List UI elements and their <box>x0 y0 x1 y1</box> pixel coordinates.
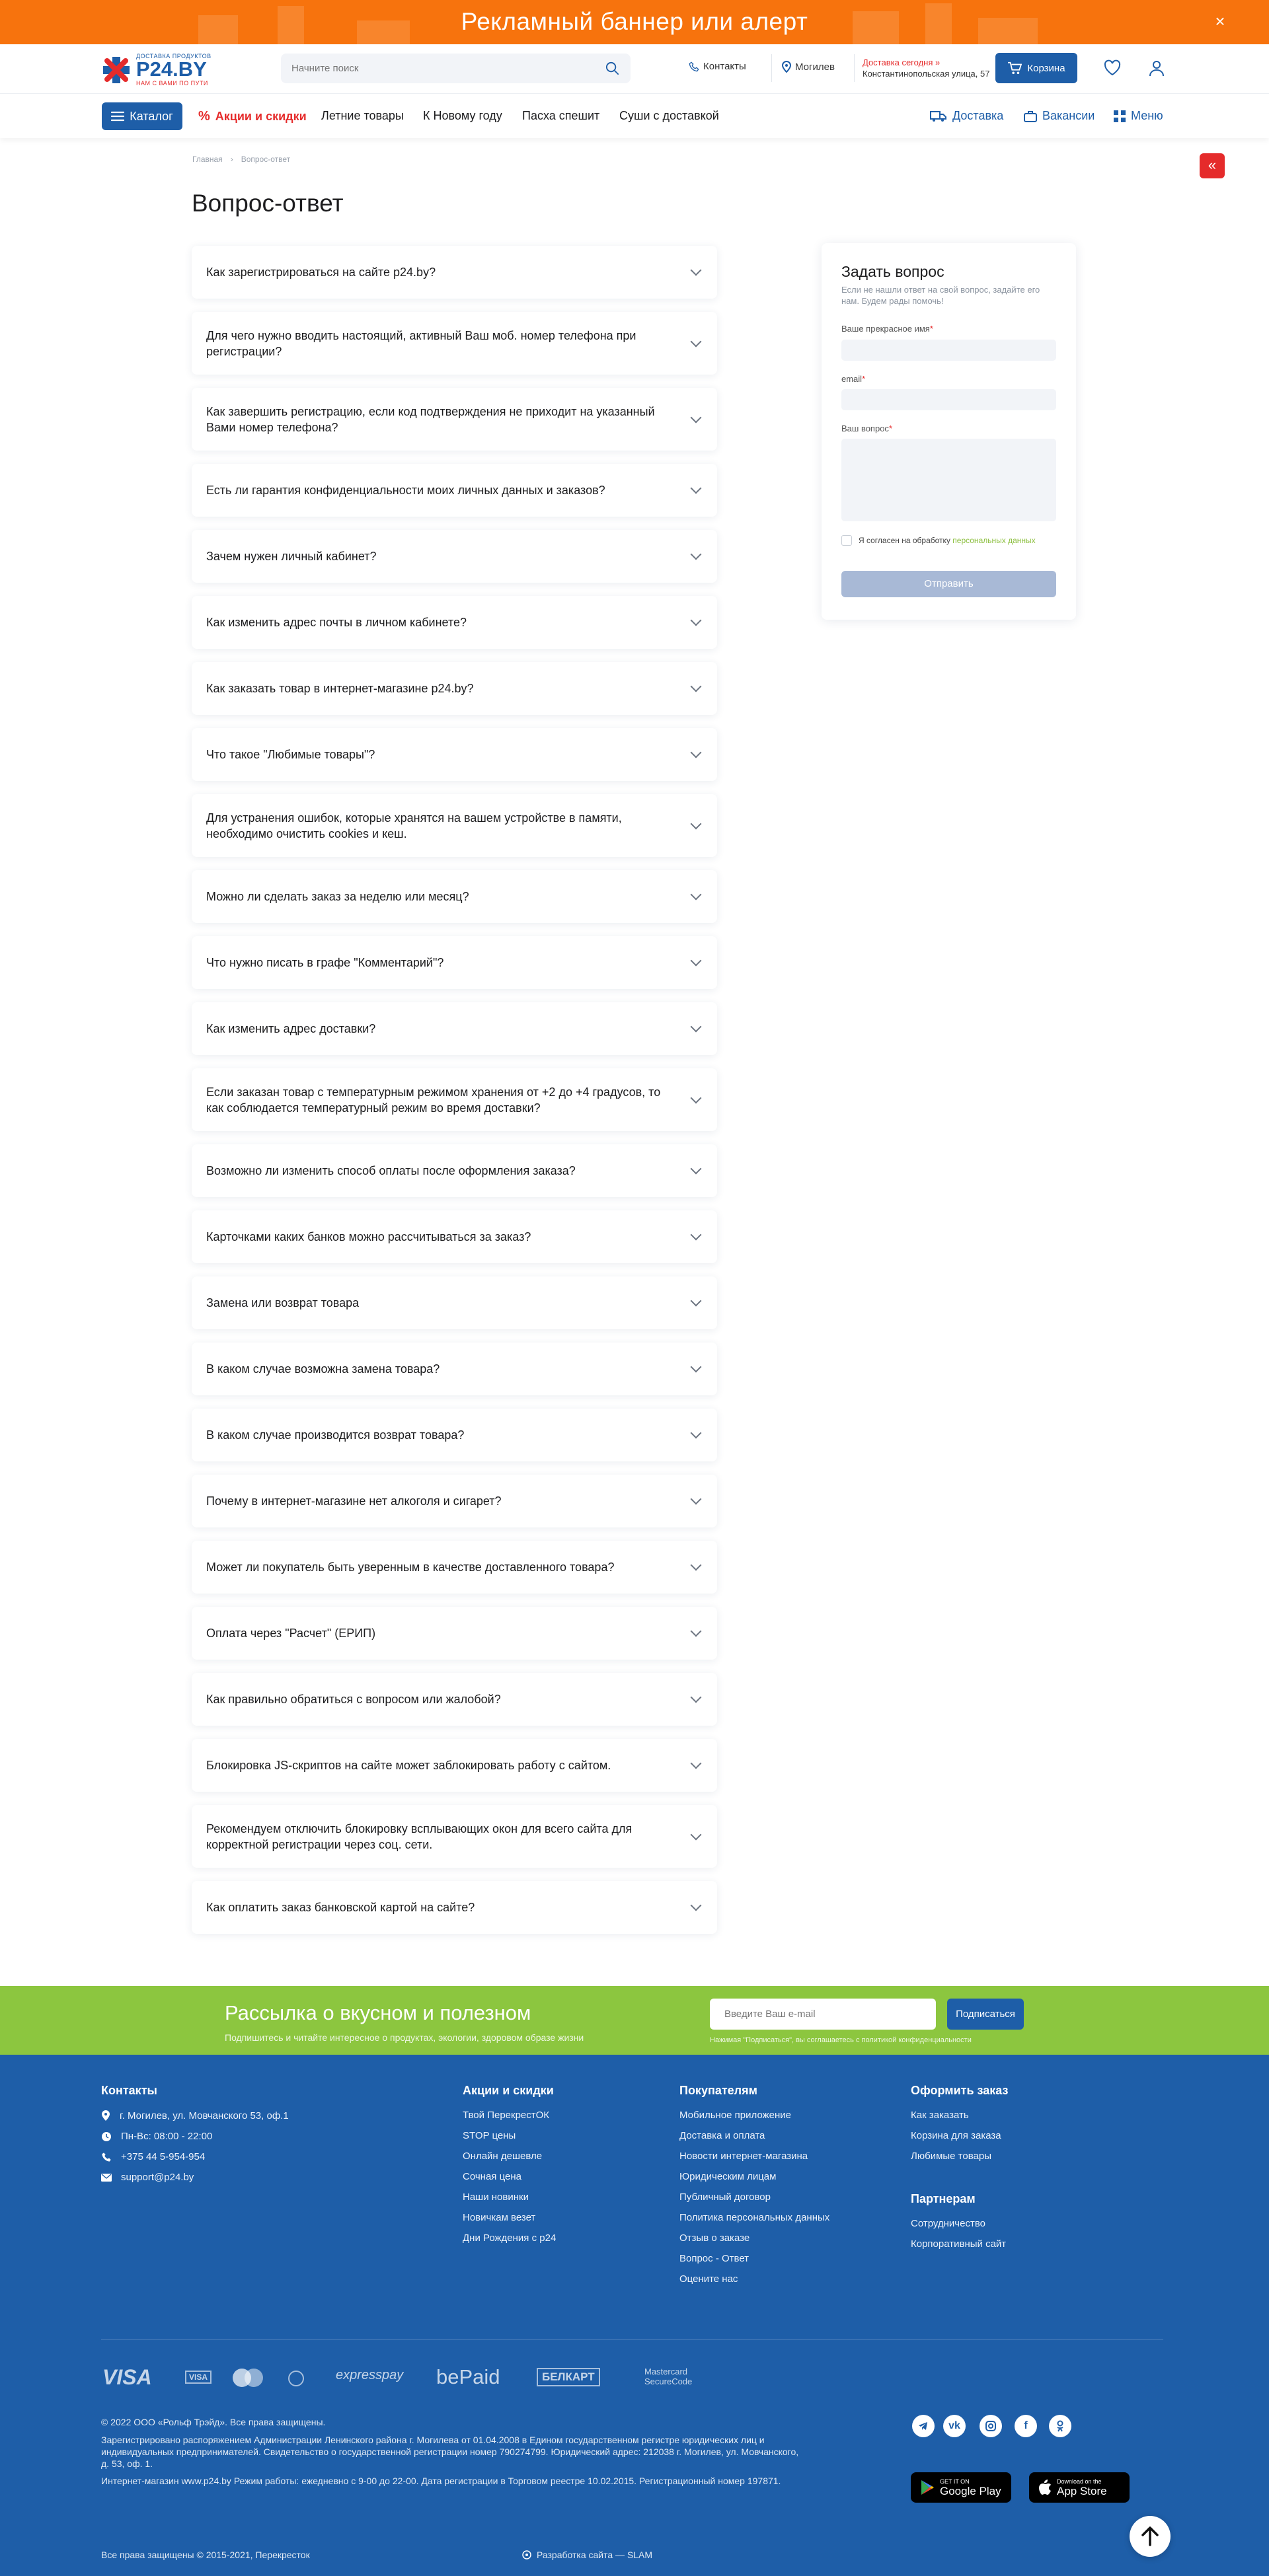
chevron-down-icon <box>691 889 702 901</box>
footer-link[interactable]: Политика персональных данных <box>679 2212 830 2223</box>
logo-tagline-bottom: НАМ С ВАМИ ПО ПУТИ <box>136 80 208 87</box>
chevron-down-icon <box>691 549 702 560</box>
faq-question: Можно ли сделать заказ за неделю или месяц? <box>206 890 469 903</box>
mastercard-securecode-logo: Mastercard SecureCode <box>644 2367 693 2386</box>
newsletter-subtitle: Подпишитесь и читайте интересное о продуктах, экологии, здоровом образе жизни <box>225 2032 584 2043</box>
truck-icon <box>930 110 947 122</box>
faq-item[interactable] <box>192 936 717 989</box>
faq-item[interactable] <box>192 388 717 451</box>
banner-title: Рекламный баннер или алерт <box>461 8 808 35</box>
logo-tagline-top: ДОСТАВКА ПРОДУКТОВ <box>136 53 212 59</box>
nav-item-easter[interactable]: Пасха спешит <box>522 109 600 122</box>
header-divider <box>771 54 772 82</box>
nav-item-summer[interactable]: Летние товары <box>321 109 404 122</box>
footer-buyers-title: Покупателям <box>679 2084 757 2097</box>
faq-item[interactable] <box>192 1739 717 1792</box>
faq-question: Почему в интернет-магазине нет алкоголя и сигарет? <box>206 1494 502 1508</box>
google-play-label: Google Play <box>940 2484 1001 2497</box>
newsletter-email-input[interactable] <box>710 1999 936 2030</box>
nav-item-new-year[interactable]: К Новому году <box>423 109 502 122</box>
header-divider <box>854 54 855 82</box>
chevron-down-icon <box>691 1560 702 1571</box>
delivery-address: Константинопольская улица, 57 <box>863 69 990 79</box>
faq-question: Как заказать товар в интернет-магазине p24.by? <box>206 682 474 695</box>
footer-link[interactable]: Онлайн дешевле <box>463 2151 543 2162</box>
nav-menu-label: Меню <box>1131 109 1163 122</box>
footer-link[interactable]: Наши новинки <box>463 2191 529 2203</box>
hamburger-icon <box>111 111 124 122</box>
footer-link[interactable]: STOP цены <box>463 2130 516 2141</box>
nav-item-promo[interactable] <box>198 109 307 124</box>
footer-order <box>911 2084 1008 2259</box>
footer-promo <box>463 2084 556 2253</box>
footer-link[interactable]: Новости интернет-магазина <box>679 2151 808 2162</box>
form-subtitle: Если не нашли ответ на свой вопрос, задайте его нам. Будем рады помочь! <box>841 285 1040 306</box>
faq-item[interactable] <box>192 1144 717 1197</box>
footer-phone[interactable]: +375 44 5-954-954 <box>101 2151 289 2162</box>
footer-buyers <box>679 2084 829 2294</box>
footer-rights: Все права защищены © 2015-2021, Перекресток <box>101 2550 310 2560</box>
submit-button[interactable]: Отправить <box>841 571 1056 597</box>
consent-checkbox-row[interactable] <box>841 535 1036 546</box>
ask-question-form <box>822 243 1076 620</box>
google-play-icon <box>920 2480 935 2495</box>
footer-contacts-title: Контакты <box>101 2084 157 2097</box>
chevron-down-icon <box>691 1021 702 1033</box>
chevron-down-icon <box>691 1494 702 1505</box>
promo-banner <box>0 0 1269 44</box>
nav-item-label: Акции и скидки <box>215 110 307 123</box>
faq-question: Оплата через "Расчет" (ЕРИП) <box>206 1627 376 1640</box>
chevron-down-icon <box>691 1900 702 1911</box>
site-logo[interactable] <box>100 53 233 87</box>
chevron-down-icon <box>691 1296 702 1307</box>
contacts-label: Контакты <box>703 61 746 72</box>
form-title: Задать вопрос <box>841 263 944 280</box>
faq-item[interactable] <box>192 870 717 923</box>
faq-item[interactable] <box>192 246 717 299</box>
chevron-down-icon <box>691 615 702 626</box>
footer-email[interactable]: support@p24.by <box>101 2172 289 2183</box>
footer-link[interactable]: Отзыв о заказе <box>679 2232 750 2244</box>
newsletter-note: Нажимая "Подписаться", вы соглашаетесь с политикой конфиденциальности <box>710 2036 972 2044</box>
faq-question: Может ли покупатель быть уверенным в качестве доставленного товара? <box>206 1561 615 1574</box>
faq-question: Блокировка JS-скриптов на сайте может заблокировать работу с сайтом. <box>206 1759 611 1772</box>
location-pin-icon <box>782 61 791 73</box>
faq-question: Есть ли гарантия конфиденциальности моих личных данных и заказов? <box>206 484 605 497</box>
clock-icon <box>101 2131 112 2142</box>
consent-checkbox[interactable] <box>841 535 852 546</box>
faq-question: Как изменить адрес почты в личном кабинете? <box>206 616 467 629</box>
developer-logo-icon <box>522 2550 531 2559</box>
google-play-small: GET IT ON <box>940 2478 970 2485</box>
contacts-link[interactable] <box>689 61 746 72</box>
footer-link[interactable]: Корпоративный сайт <box>911 2238 1007 2250</box>
footer-partners-title: Партнерам <box>911 2192 976 2205</box>
newsletter-band <box>0 1986 1269 2055</box>
faq-item[interactable] <box>192 1002 717 1055</box>
location-pin-icon <box>101 2110 110 2121</box>
chevron-down-icon <box>691 1692 702 1703</box>
faq-item[interactable] <box>192 1541 717 1594</box>
facebook-icon[interactable]: f <box>1015 2415 1037 2437</box>
bepaid-logo: bePaid <box>436 2365 500 2388</box>
faq-question: Зачем нужен личный кабинет? <box>206 550 377 563</box>
footer-link[interactable]: Корзина для заказа <box>911 2130 1001 2141</box>
faq-question: Рекомендуем отключить блокировку всплывающих окон для всего сайта для корректной регистрации через соц. сети. <box>206 1822 633 1851</box>
faq-item[interactable] <box>192 312 717 375</box>
apple-icon <box>1038 2480 1052 2495</box>
footer-link[interactable]: Любимые товары <box>911 2151 991 2162</box>
question-field-label: Ваш вопрос* <box>841 423 892 433</box>
user-account-icon[interactable] <box>1147 58 1167 78</box>
logo-cross-icon <box>100 54 132 86</box>
faq-question: Замена или возврат товара <box>206 1296 360 1309</box>
belkart-logo: БЕЛКАРТ <box>537 2368 600 2386</box>
faq-item[interactable] <box>192 662 717 715</box>
phone-icon <box>689 61 699 72</box>
chevron-down-icon <box>691 336 702 347</box>
faq-item[interactable] <box>192 1210 717 1263</box>
faq-question: Что такое "Любимые товары"? <box>206 748 375 761</box>
nav-vacancies-label: Вакансии <box>1042 109 1095 122</box>
catalog-label: Каталог <box>130 109 173 123</box>
chevron-down-icon <box>691 1230 702 1241</box>
nav-menu-link[interactable] <box>1114 109 1163 123</box>
banner-close-icon[interactable]: × <box>1215 11 1225 31</box>
footer-shop-info: Интернет-магазин www.p24.by Режим работы: ежедневно с 9-00 до 22-00. Дата регистрации в Торговом реестре 10.02.2015. Регистрационный номер 197871. <box>101 2476 781 2486</box>
vk-icon[interactable]: vk <box>943 2415 966 2437</box>
search-input[interactable] <box>291 54 596 83</box>
breadcrumb-current: Вопрос-ответ <box>241 155 291 164</box>
percent-icon: % <box>198 109 210 124</box>
cart-icon <box>1007 61 1022 75</box>
footer-link[interactable]: Доставка и оплата <box>679 2130 765 2141</box>
cart-label: Корзина <box>1027 62 1065 74</box>
breadcrumb-separator-icon: › <box>230 155 233 164</box>
email-field[interactable] <box>841 389 1056 410</box>
briefcase-icon <box>1024 110 1037 122</box>
faq-list <box>192 246 717 1947</box>
city-selector[interactable] <box>782 61 835 73</box>
faq-item[interactable] <box>192 1409 717 1461</box>
cart-button[interactable] <box>995 53 1077 83</box>
faq-question: Как правильно обратиться с вопросом или жалобой? <box>206 1693 501 1706</box>
chevron-down-icon <box>691 747 702 758</box>
app-store-small: Download on the <box>1057 2478 1102 2485</box>
nav-delivery-label: Доставка <box>952 109 1004 122</box>
faq-question: Для чего нужно вводить настоящий, активный Ваш моб. номер телефона при регистрации? <box>206 328 636 358</box>
faq-question: В каком случае возможна замена товара? <box>206 1362 440 1376</box>
faq-question: Если заказан товар с температурным режимом хранения от +2 до +4 градусов, то как соблюдается температурный режим во время доставки? <box>206 1085 661 1115</box>
catalog-button[interactable] <box>102 102 182 130</box>
chevron-down-icon <box>691 955 702 967</box>
nav-delivery-link[interactable] <box>930 109 1003 123</box>
logo-brand: P24.BY <box>136 57 207 81</box>
faq-question: Что нужно писать в графе "Комментарий"? <box>206 956 444 969</box>
chevron-down-icon <box>691 681 702 692</box>
faq-item[interactable] <box>192 1068 717 1131</box>
expresspay-logo: expresspay <box>336 2368 404 2382</box>
faq-question: Как завершить регистрацию, если код подтверждения не приходит на указанный Вами номер телефона? <box>206 404 655 434</box>
faq-item[interactable] <box>192 1475 717 1527</box>
footer-link[interactable]: Мобильное приложение <box>679 2110 791 2121</box>
breadcrumb <box>192 155 290 164</box>
faq-item[interactable] <box>192 794 717 857</box>
faq-item[interactable] <box>192 1881 717 1934</box>
faq-question: Как изменить адрес доставки? <box>206 1022 376 1035</box>
footer-hours: Пн-Вс: 08:00 - 22:00 <box>101 2131 289 2142</box>
search-icon[interactable] <box>605 61 620 76</box>
faq-question: Возможно ли изменить способ оплаты после оформления заказа? <box>206 1164 576 1177</box>
footer-order-title: Оформить заказ <box>911 2084 1009 2097</box>
google-play-badge[interactable] <box>911 2472 1011 2503</box>
developer-credit[interactable]: Разработка сайта — SLAM <box>522 2550 652 2560</box>
footer-link[interactable]: Новичкам везет <box>463 2212 536 2223</box>
name-field-label: Ваше прекрасное имя* <box>841 324 933 334</box>
mail-icon <box>101 2174 112 2182</box>
faq-question: В каком случае производится возврат товара? <box>206 1428 465 1442</box>
scroll-to-top-button[interactable] <box>1130 2516 1171 2557</box>
footer-link[interactable]: Юридическим лицам <box>679 2171 777 2182</box>
chevron-down-icon <box>691 1163 702 1175</box>
odnoklassniki-icon[interactable] <box>1049 2415 1071 2437</box>
mastercard-logo <box>233 2369 264 2387</box>
name-field[interactable] <box>841 340 1056 361</box>
faq-item[interactable] <box>192 530 717 583</box>
delivery-today: Доставка сегодня » <box>863 57 941 67</box>
footer-address: г. Могилев, ул. Мовчанского 53, оф.1 <box>101 2110 289 2121</box>
newsletter-title: Рассылка о вкусном и полезном <box>225 2001 531 2024</box>
faq-item[interactable] <box>192 464 717 517</box>
side-collapse-tab[interactable]: « <box>1200 153 1225 178</box>
faq-item[interactable] <box>192 728 717 781</box>
email-field-label: email* <box>841 374 866 384</box>
faq-question: Как оплатить заказ банковской картой на сайте? <box>206 1901 475 1914</box>
app-store-label: App Store <box>1057 2484 1107 2497</box>
subscribe-button[interactable]: Подписаться <box>947 1999 1024 2030</box>
faq-question: Как зарегистрироваться на сайте p24.by? <box>206 266 436 279</box>
faq-item[interactable] <box>192 1343 717 1395</box>
chevron-down-icon <box>691 1428 702 1439</box>
site-footer <box>0 2055 1269 2576</box>
chevron-down-icon <box>691 1829 702 1840</box>
faq-item[interactable] <box>192 596 717 649</box>
chevron-down-icon <box>691 1758 702 1769</box>
faq-item[interactable] <box>192 1673 717 1726</box>
nav-item-sushi[interactable]: Суши с доставкой <box>619 109 719 122</box>
app-store-badge[interactable] <box>1029 2472 1130 2503</box>
footer-link[interactable]: Сотрудничество <box>911 2218 985 2229</box>
footer-link[interactable]: Публичный договор <box>679 2191 771 2203</box>
visa-logo: VISA <box>102 2365 152 2389</box>
city-label: Могилев <box>795 61 835 73</box>
instagram-icon[interactable] <box>980 2415 1002 2437</box>
grid-menu-icon <box>1114 110 1126 122</box>
secure-pay-logo <box>288 2371 304 2386</box>
phone-icon <box>101 2152 112 2162</box>
chevron-down-icon <box>691 1362 702 1373</box>
footer-link[interactable]: Дни Рождения с p24 <box>463 2232 557 2244</box>
footer-link[interactable]: Вопрос - Ответ <box>679 2253 750 2264</box>
faq-question: Для устранения ошибок, которые хранятся на вашем устройстве в памяти, необходимо очистить cookies и кеш. <box>206 811 622 840</box>
chevron-down-icon <box>691 483 702 494</box>
delivery-info[interactable] <box>863 57 993 79</box>
visa-small-logo: VISA <box>185 2371 212 2384</box>
favorites-heart-icon[interactable] <box>1102 58 1122 78</box>
footer-promo-title: Акции и скидки <box>463 2084 554 2097</box>
consent-link[interactable]: персональных данных <box>952 536 1036 545</box>
footer-link[interactable]: Сочная цена <box>463 2171 521 2182</box>
footer-copyright: © 2022 ООО «Рольф Трэйд». Все права защищены. <box>101 2417 326 2427</box>
faq-item[interactable] <box>192 1805 717 1868</box>
faq-item[interactable] <box>192 1276 717 1329</box>
arrow-up-icon <box>1130 2516 1171 2557</box>
chevron-down-icon <box>691 1626 702 1637</box>
breadcrumb-home[interactable]: Главная <box>192 155 223 164</box>
footer-link[interactable]: Как заказать <box>911 2110 969 2121</box>
footer-link[interactable]: Твой ПерекрестОК <box>463 2110 550 2121</box>
footer-contacts <box>101 2084 289 2192</box>
footer-registration: Зарегистрировано распоряжением Администрации Ленинского района г. Могилева от 01.04.2008 в Едином государственном регистре юридических лиц и индивидуальных предпринимателей. Свидетельство о государственной регистрации номер 790274799. Юридический адрес: 212038 г. Могилев, ул. Мовчанского, д. 53, оф. 1. <box>101 2435 799 2469</box>
nav-vacancies-link[interactable] <box>1024 109 1095 123</box>
page-title: Вопрос-ответ <box>192 190 344 217</box>
chevron-down-icon <box>691 265 702 276</box>
chevron-down-icon <box>691 818 702 829</box>
chevron-down-icon <box>691 1092 702 1103</box>
footer-link[interactable]: Оцените нас <box>679 2273 738 2285</box>
faq-question: Карточками каких банков можно рассчитываться за заказ? <box>206 1230 531 1243</box>
question-field[interactable] <box>841 439 1056 521</box>
chevron-down-icon <box>691 412 702 423</box>
telegram-icon[interactable] <box>912 2415 935 2437</box>
faq-item[interactable] <box>192 1607 717 1660</box>
consent-text: Я согласен на обработку <box>859 536 950 545</box>
search-bar <box>281 54 631 83</box>
